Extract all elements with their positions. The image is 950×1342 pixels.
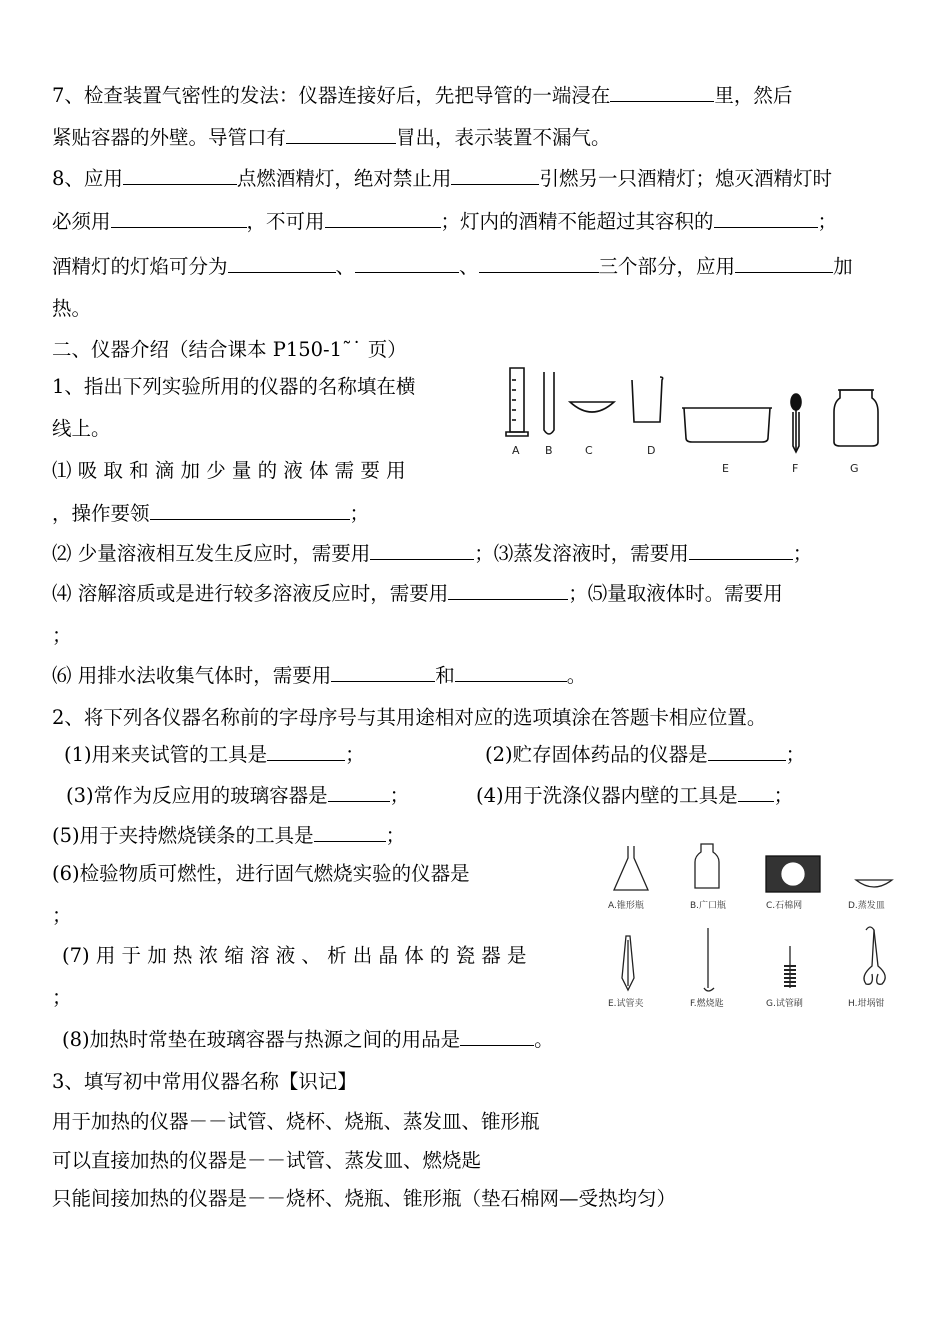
gas-bottle-icon: [834, 390, 878, 446]
q8-text: 8、应用: [52, 167, 123, 190]
s2-q2: [485, 742, 805, 768]
q8-text: 酒精灯的灯焰可分为: [52, 255, 228, 278]
q8-text: 必须用: [52, 210, 111, 233]
label-conical-flask: A.锥形瓶: [608, 901, 644, 911]
q8-line-3: [52, 254, 853, 280]
q8-blank-2[interactable]: [451, 166, 539, 185]
s2-blank-5[interactable]: [314, 823, 386, 842]
q8-line-2: [52, 209, 837, 235]
q8-text: 点燃酒精灯，绝对禁止用: [236, 167, 452, 190]
dropper-icon: [791, 394, 801, 452]
s1-blank-5[interactable]: [331, 663, 435, 682]
q7-line-2: [52, 125, 611, 151]
s3-line-2: [52, 1148, 481, 1174]
label-G: G: [850, 462, 859, 475]
s1-text: ；: [52, 624, 72, 647]
s1-blank-6[interactable]: [455, 663, 567, 682]
s2-text: ；: [52, 904, 72, 927]
q8-text: 、: [335, 255, 356, 278]
s1-blank-4[interactable]: [448, 581, 568, 600]
s2-text: ；: [773, 784, 794, 807]
q8-line-4: [52, 296, 91, 322]
s2-text: (6)检验物质可燃性，进行固气燃烧实验的仪器是: [52, 862, 470, 885]
q8-blank-6[interactable]: [228, 254, 336, 273]
label-E: E: [722, 462, 729, 475]
q8-blank-8[interactable]: [479, 254, 599, 273]
s2-q1: [64, 742, 365, 768]
s1-line-3: [52, 458, 406, 484]
s3-text: 可以直接加热的仪器是－－试管、蒸发皿、燃烧匙: [52, 1149, 482, 1172]
section-title: [52, 337, 407, 363]
label-combustion-spoon: F.燃烧匙: [690, 999, 724, 1009]
s2-text: (8)加热时常垫在玻璃容器与热源之间的用品是: [62, 1028, 461, 1051]
q8-blank-5[interactable]: [714, 209, 818, 228]
trough-icon: [682, 408, 772, 442]
label-F: F: [792, 462, 799, 475]
q8-text: 三个部分，应用: [598, 255, 736, 278]
q7-text: 7、检查装置气密性的发法：仪器连接好后，先把导管的一端浸在: [52, 84, 611, 107]
combustion-spoon-icon: [704, 928, 714, 991]
s2-q7: [62, 943, 527, 969]
label-C: C: [585, 444, 593, 457]
q8-blank-1[interactable]: [123, 166, 237, 185]
q8-line-1: [52, 166, 832, 192]
s2-blank-4[interactable]: [738, 783, 774, 802]
s2-text: (5)用于夹持燃烧镁条的工具是: [52, 824, 314, 847]
q7-text: 里，然后: [714, 84, 793, 107]
s2-q3: [66, 783, 409, 809]
s1-line-2: [52, 416, 111, 442]
s1-text: ⑵ 少量溶液相互发生反应时，需要用: [52, 542, 371, 565]
s2-line-1: [52, 705, 766, 731]
s2-q6-end: [52, 903, 72, 929]
s2-text: ；: [385, 824, 406, 847]
label-D: D: [647, 444, 656, 457]
graduated-cylinder-icon: [506, 368, 528, 436]
q7-blank-2[interactable]: [286, 125, 396, 144]
s1-text: 线上。: [52, 417, 111, 440]
asbestos-gauze-icon: [766, 856, 820, 892]
test-tube-holder-icon: [622, 936, 634, 990]
q8-blank-9[interactable]: [735, 254, 833, 273]
section-title-text: 二、仪器介绍（结合课本 P150-1˜˙ 页）: [52, 338, 407, 361]
s1-text: ，操作要领: [52, 502, 150, 525]
s2-text: ；: [52, 986, 72, 1009]
test-tube-brush-icon: [784, 946, 796, 988]
evaporating-dish-icon: [856, 880, 892, 887]
q7-line-1: [52, 83, 792, 109]
s3-title: [52, 1069, 357, 1095]
s2-text: (4)用于洗涤仪器内壁的工具是: [476, 784, 738, 807]
q8-text: 热。: [52, 297, 92, 320]
s1-text: ；⑶蒸发溶液时，需要用: [474, 542, 689, 565]
q8-blank-3[interactable]: [111, 209, 247, 228]
s2-blank-2[interactable]: [708, 742, 786, 761]
figure-glassware: [500, 360, 900, 480]
s2-text: ；: [785, 743, 806, 766]
s1-text: ；⑸量取液体时。需要用: [568, 582, 783, 605]
label-crucible-tongs: H.坩埚钳: [848, 999, 885, 1009]
s1-text: ；: [792, 542, 813, 565]
test-tube-icon: [544, 372, 554, 434]
s2-q8: [62, 1027, 554, 1053]
s1-line-6: [52, 581, 783, 607]
crucible-tongs-icon: [864, 927, 885, 984]
s1-line-8: [52, 663, 586, 689]
evaporating-dish-icon: [570, 402, 614, 412]
beaker-icon: [632, 377, 663, 422]
label-B: B: [545, 444, 553, 457]
label-wide-mouth-bottle: B.广口瓶: [690, 901, 727, 911]
q8-blank-4[interactable]: [325, 209, 441, 228]
label-evaporating-dish: D.蒸发皿: [848, 901, 885, 911]
s3-text: 3、填写初中常用仪器名称【识记】: [52, 1070, 357, 1093]
figure-instruments: [598, 838, 908, 1016]
q7-text: 冒出，表示装置不漏气。: [396, 126, 611, 149]
glassware-labels: [512, 444, 859, 475]
s2-text: (1)用来夹试管的工具是: [64, 743, 268, 766]
q8-text: 、: [459, 255, 479, 278]
s1-text: ⑷ 溶解溶质或是进行较多溶液反应时，需要用: [52, 582, 449, 605]
q8-text: 引燃另一只酒精灯；熄灭酒精灯时: [539, 167, 832, 190]
s2-blank-8[interactable]: [460, 1027, 534, 1046]
s2-text: 。: [534, 1028, 554, 1051]
label-test-tube-holder: E.试管夹: [608, 999, 644, 1009]
q7-text: 紧贴容器的外壁。导管口有: [52, 126, 287, 149]
q8-text: ，不可用: [246, 210, 325, 233]
s1-line-4: [52, 501, 369, 527]
s1-line-7: [52, 623, 72, 649]
s2-text: (7) 用 于 加 热 浓 缩 溶 液 、 析 出 晶 体 的 瓷 器 是: [62, 944, 527, 967]
s1-line-5: [52, 541, 812, 567]
s1-blank-3[interactable]: [689, 541, 793, 560]
s2-q4: [476, 783, 793, 809]
s2-blank-3[interactable]: [328, 783, 390, 802]
s1-text: ⑹ 用排水法收集气体时，需要用: [52, 664, 332, 687]
s2-blank-1[interactable]: [267, 742, 345, 761]
s2-text: ；: [345, 743, 365, 766]
conical-flask-icon: [614, 846, 648, 890]
q8-text: ；: [817, 210, 838, 233]
s3-line-3: [52, 1186, 676, 1212]
q8-text: ；灯内的酒精不能超过其容积的: [440, 210, 714, 233]
wide-mouth-bottle-icon: [695, 844, 719, 888]
s1-blank-2[interactable]: [370, 541, 474, 560]
instrument-labels: [608, 899, 885, 1009]
s3-text: 用于加热的仪器－－试管、烧杯、烧瓶、蒸发皿、锥形瓶: [52, 1110, 540, 1133]
s2-text: (2)贮存固体药品的仪器是: [485, 743, 708, 766]
q7-blank-1[interactable]: [610, 83, 714, 102]
s1-text: 。: [566, 664, 587, 687]
s1-text: ；: [349, 502, 370, 525]
label-test-tube-brush: G.试管刷: [766, 999, 803, 1009]
s1-line-1: [52, 374, 415, 400]
s1-text: 1、指出下列实验所用的仪器的名称填在横: [52, 375, 416, 398]
s1-text: 和: [435, 664, 455, 687]
s1-text: ⑴ 吸 取 和 滴 加 少 量 的 液 体 需 要 用: [52, 459, 406, 482]
s2-q6: [52, 861, 470, 887]
label-asbestos-gauze: C.石棉网: [766, 901, 803, 911]
s1-blank-1[interactable]: [150, 501, 350, 520]
s2-text: ；: [389, 784, 410, 807]
q8-text: 加: [833, 255, 853, 278]
s3-line-1: [52, 1109, 540, 1135]
s2-q7-end: [52, 985, 72, 1011]
s2-text: (3)常作为反应用的玻璃容器是: [66, 784, 328, 807]
s3-text: 只能间接加热的仪器是－－烧杯、烧瓶、锥形瓶（垫石棉网—受热均匀）: [52, 1187, 677, 1210]
s2-q5: [52, 823, 405, 849]
q8-blank-7[interactable]: [355, 254, 459, 273]
label-A: A: [512, 444, 520, 457]
s2-text: 2、将下列各仪器名称前的字母序号与其用途相对应的选项填涂在答题卡相应位置。: [52, 706, 767, 729]
